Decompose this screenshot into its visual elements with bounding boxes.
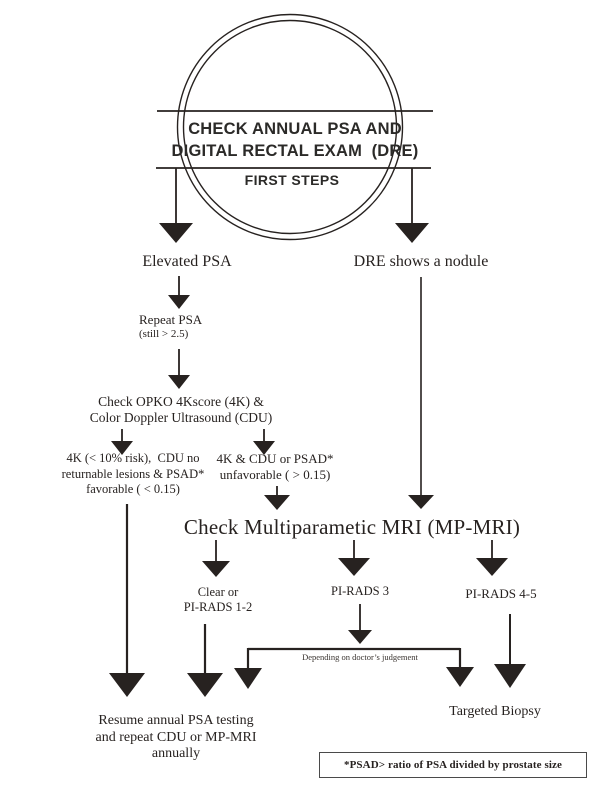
arrow-mpmri-to-pirads3 [338,540,370,576]
psad-footnote-box [319,752,587,778]
judgement-note: Depending on doctor’s judgement [302,652,418,662]
arrow-clear-to-resume [187,624,223,697]
arrow-judgement-left [234,648,262,689]
arrow-to-dre-nodule [395,168,429,243]
psad-footnote-text: *PSAD> ratio of PSA divided by prostate size [344,759,562,771]
arrow-elevated-to-repeat [168,276,190,309]
favorable-line3: favorable ( < 0.15) [86,482,180,496]
first-steps-label: FIRST STEPS [244,172,340,188]
node-repeat-psa [139,312,202,340]
page-title-line2: DIGITAL RECTAL EXAM (DRE) [171,142,419,160]
page-title [172,118,419,162]
node-targeted-biopsy: Targeted Biopsy [449,704,541,719]
arrow-mpmri-to-clear [202,540,230,577]
arrow-unfavorable-to-mpmri [264,486,290,510]
node-mpmri: Check Multiparametic MRI (MP-MRI) [183,515,521,539]
arrow-pirads3-down [348,604,372,644]
arrow-to-elevated-psa [159,168,193,243]
repeat-psa-label: Repeat PSA [139,312,203,327]
favorable-line1: 4K (< 10% risk), CDU no [66,451,200,465]
node-unfavorable [216,451,333,482]
node-dre-nodule: DRE shows a nodule [353,253,489,270]
node-pirads3: PI-RADS 3 [331,584,389,598]
arrow-judgement-right [446,648,474,687]
arrow-dre-to-mpmri [408,277,434,509]
node-resume-annual [96,713,257,763]
node-favorable [62,451,205,498]
node-clear-pirads12 [184,585,252,615]
node-pirads45: PI-RADS 4-5 [465,586,537,601]
check-4k-line2: Color Doppler Ultrasound (CDU) [89,409,273,425]
unfavorable-line2: unfavorable ( > 0.15) [219,466,331,482]
clear-line2: PI-RADS 1-2 [183,600,253,614]
repeat-psa-note: (still > 2.5) [139,328,189,340]
arrow-favorable-to-resume [109,504,145,697]
favorable-line2: returnable lesions & PSAD* [61,466,205,481]
page-title-line1: CHECK ANNUAL PSA AND [188,120,402,138]
resume-line1: Resume annual PSA testing [98,713,254,728]
resume-line2: and repeat CDU or MP-MRI [95,729,257,745]
clear-line1: Clear or [197,585,239,599]
arrow-repeat-to-4k [168,349,190,389]
resume-line3: annually [151,746,201,761]
arrow-mpmri-to-pirads45 [476,540,508,576]
node-check-4k-cdu [90,394,273,425]
unfavorable-line1: 4K & CDU or PSAD* [216,451,334,466]
node-elevated-psa: Elevated PSA [142,253,232,270]
check-4k-line1: Check OPKO 4Kscore (4K) & [98,394,264,409]
arrow-pirads45-to-biopsy [494,614,526,688]
